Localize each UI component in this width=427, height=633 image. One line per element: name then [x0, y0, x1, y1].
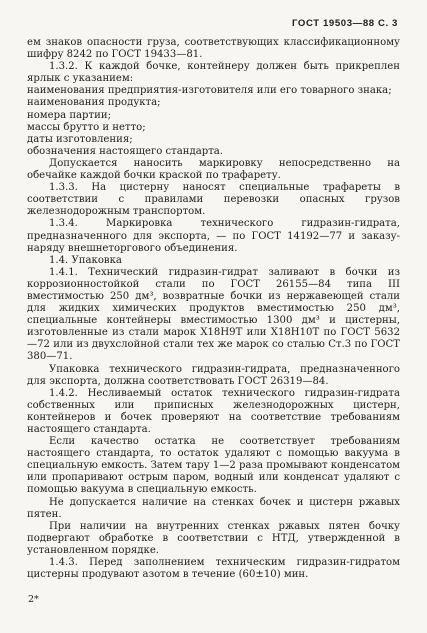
paragraph: Не допускается наличие на стенках бочек и цистерн ржавых пятен.	[27, 496, 400, 520]
list-item: наименования продукта;	[27, 97, 161, 109]
paragraph: 1.3.3. На цистерну наносят специальные трафареты в соответствии с правилами перевозки опасных грузов железнодорожным транспортом.	[27, 182, 400, 218]
paragraph: 1.4.1. Технический гидразин-гидрат заливают в бочки из коррозионностойкой стали по ГОСТ 26155—84 типа III вместимостью 250 дм³, возвратные бочки из нержавеющей стали для жидких химических продуктов вместимостью 250 дм³, специальные контейнеры вместимостью 1300 дм³ и цистерны, изготовленные из стали марок Х18Н9Т или Х18Н10Т по ГОСТ 5632—72 или из двухслойной стали тех же марок со сталью Ст.3 по ГОСТ 380—71.	[27, 266, 400, 363]
paragraph: ем знаков опасности груза, соответствующих классификационному шифру 8242 по ГОСТ 19433—81.	[27, 37, 400, 61]
paragraph: 1.3.4. Маркировка технического гидразин-гидрата, предназначенного для экспорта, — по ГОСТ 14192—77 и заказу-наряду внешнеторгового объединения.	[27, 218, 400, 254]
list-item: номера партии;	[27, 109, 111, 121]
list-item: массы брутто и нетто;	[27, 121, 146, 133]
section-heading: 1.4. Упаковка	[49, 254, 122, 266]
paragraph: 1.4.3. Перед заполнением техническим гидразин-гидратом цистерны продувают азотом в течение (60±10) мин.	[27, 557, 400, 581]
list-item: обозначения настоящего стандарта.	[27, 145, 224, 157]
paragraph: При наличии на внутренних стенках ржавых пятен бочку подвергают обработке в соответствии с НТД, утвержденной в установленном порядке.	[27, 520, 400, 556]
list-item: наименования предприятия-изготовителя или его товарного знака;	[27, 85, 392, 97]
paragraph: 1.4.2. Несливаемый остаток технического гидразин-гидрата собственных или приписных железнодорожных цистерн, контейнеров и бочек проверяют на соответствие требованиям настоящего стандарта.	[27, 387, 400, 435]
paragraph: Допускается наносить маркировку непосредственно на обечайке каждой бочки краской по трафарету.	[27, 157, 400, 182]
running-header: ГОСТ 19503—88 С. 3	[292, 18, 398, 29]
list-item: даты изготовления;	[27, 133, 133, 145]
paragraph: Упаковка технического гидразин-гидрата, предназначенного для экспорта, должна соответствовать ГОСТ 26319—84.	[27, 363, 400, 387]
paragraph: 1.3.2. К каждой бочке, контейнеру должен быть прикреплен ярлык с указанием:	[27, 61, 400, 85]
document-body	[27, 37, 400, 581]
paragraph: Если качество остатка не соответствует требованиям настоящего стандарта, то остаток удаляют с помощью вакуума в специальную емкость. Затем тару 1—2 раза промывают конденсатом или пропаривают острым паром, водный или конденсат удаляют с помощью вакуума в специальную емкость.	[27, 436, 400, 496]
page-signature-mark: 2*	[28, 594, 39, 605]
